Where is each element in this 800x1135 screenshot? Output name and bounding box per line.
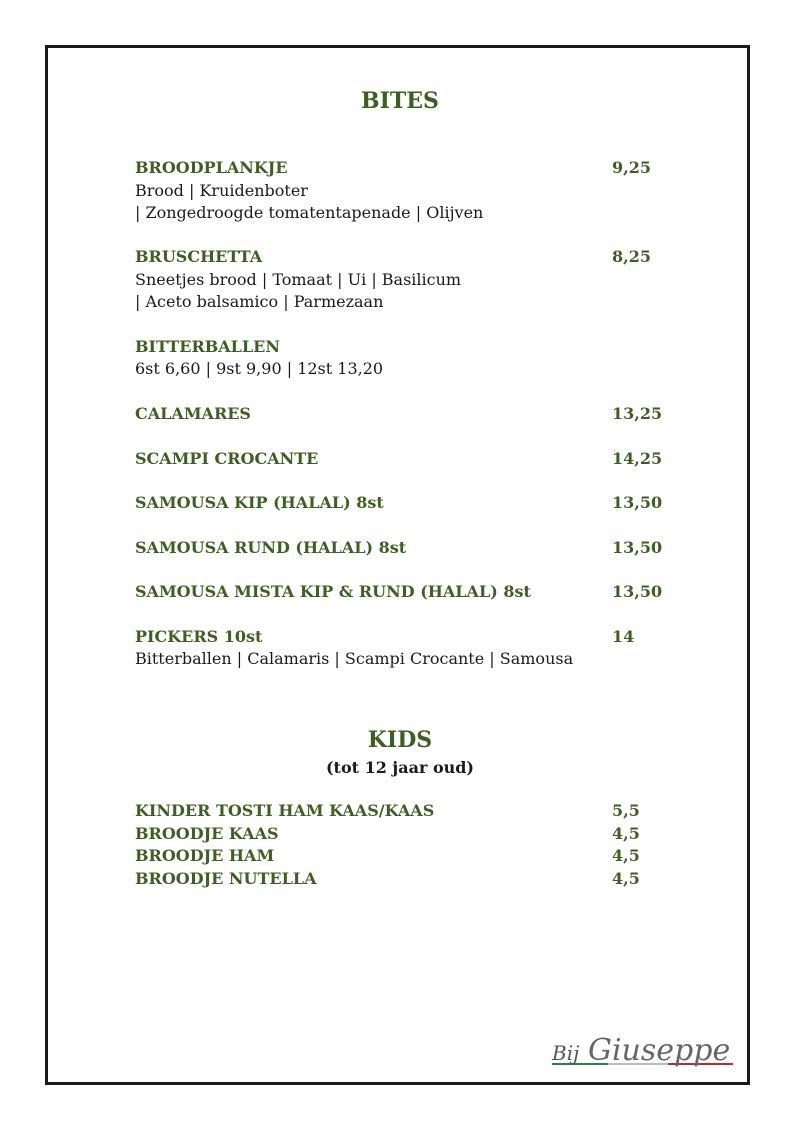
menu-item-price: 4,5 [612,846,640,865]
menu-item-price: 9,25 [612,158,651,177]
menu-item-price: 4,5 [612,869,640,888]
menu-item-description: Sneetjes brood | Tomaat | Ui | Basilicum [135,270,462,289]
menu-item-name: SAMOUSA MISTA KIP & RUND (HALAL) 8st [135,582,531,601]
menu-item-name: SCAMPI CROCANTE [135,449,319,468]
menu-item-name: BROODPLANKJE [135,158,288,177]
section-subtitle-kids: (tot 12 jaar oud) [325,758,474,777]
menu-item-description: | Zongedroogde tomatentapenade | Olijven [135,203,484,222]
section-title-kids: KIDS [367,727,433,753]
menu-item-description: 6st 6,60 | 9st 9,90 | 12st 13,20 [135,359,384,378]
menu-item-price: 4,5 [612,824,640,843]
giuseppe-logo [548,1030,748,1080]
menu-item-name: PICKERS 10st [135,627,263,646]
svg-text:Giuseppe: Giuseppe [588,1033,731,1068]
menu-item-price: 13,50 [612,582,663,601]
menu-item-name: SAMOUSA RUND (HALAL) 8st [135,538,407,557]
menu-item-description: Bitterballen | Calamaris | Scampi Crocante | Samousa [135,649,574,668]
menu-item-price: 13,50 [612,538,663,557]
menu-item-name: BROODJE KAAS [135,824,279,843]
menu-item-name: SAMOUSA KIP (HALAL) 8st [135,493,384,512]
menu-item-price: 13,50 [612,493,663,512]
menu-item-price: 13,25 [612,404,663,423]
menu-item-description: | Aceto balsamico | Parmezaan [135,292,384,311]
menu-item-description: Brood | Kruidenboter [135,181,308,200]
section-title-bites: BITES [361,88,439,114]
menu-item-price: 8,25 [612,247,651,266]
menu-item-name: BITTERBALLEN [135,337,280,356]
menu-item-price: 14 [612,627,635,646]
menu-item-name: KINDER TOSTI HAM KAAS/KAAS [135,801,435,820]
menu-item-name: BROODJE NUTELLA [135,869,317,888]
menu-item-price: 5,5 [612,801,640,820]
menu-item-name: BROODJE HAM [135,846,275,865]
svg-text:Bij: Bij [552,1041,580,1065]
menu-item-name: CALAMARES [135,404,251,423]
menu-item-price: 14,25 [612,449,663,468]
menu-item-name: BRUSCHETTA [135,247,263,266]
